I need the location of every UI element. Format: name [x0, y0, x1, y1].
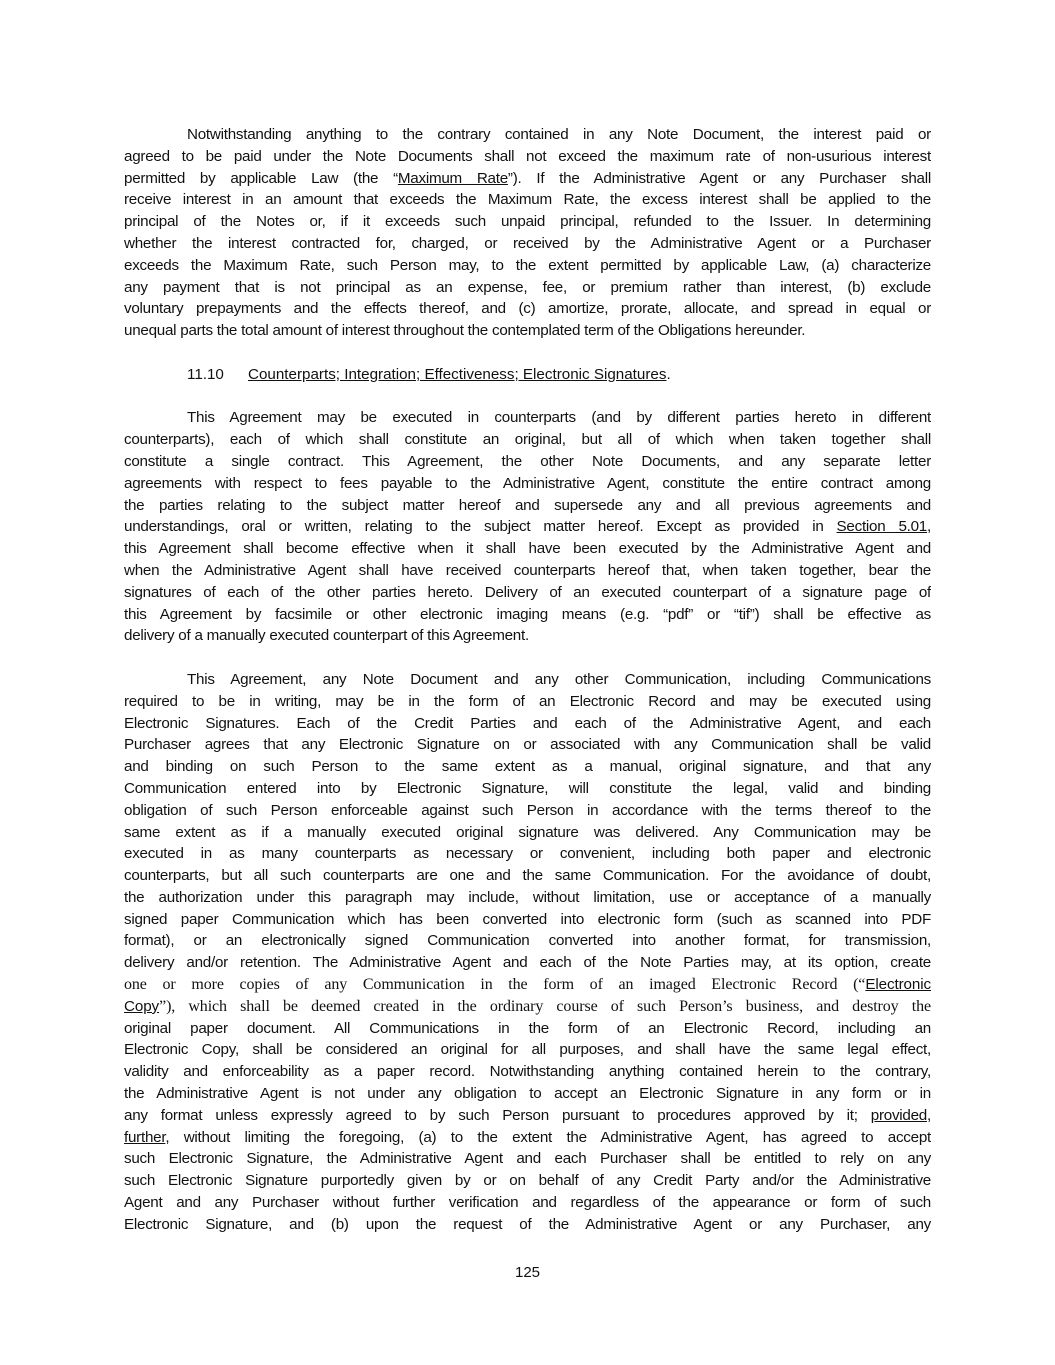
text-segment: unequal parts the total amount of interest throughout the contemplated term of the Obligations hereunder. — [124, 322, 806, 340]
text-line — [124, 691, 931, 713]
text-segment: , without limiting the foregoing, (a) to the extent the Administrative Agent, has agreed to accept — [165, 1128, 931, 1146]
text-line — [124, 930, 931, 952]
text-line — [124, 887, 931, 909]
text-segment: whether the interest contracted for, charged, or received by the Administrative Agent or a Purchaser — [124, 234, 931, 252]
text-line — [124, 909, 931, 931]
text-line — [124, 298, 931, 320]
text-line — [124, 495, 931, 517]
text-segment: Electronic Copy, shall be considered an original for all purposes, and shall have the same legal effect, — [124, 1041, 931, 1059]
text-line — [124, 1083, 931, 1105]
text-line — [124, 560, 931, 582]
text-segment: any format unless expressly agreed to by such Person pursuant to procedures approved by it; — [124, 1106, 871, 1124]
text-line — [124, 277, 931, 299]
text-line — [124, 822, 931, 844]
text-line — [124, 1192, 931, 1214]
text-line — [124, 407, 931, 429]
text-segment: same extent as if a manually executed original signature was delivered. Any Communication may be — [124, 823, 931, 841]
text-line — [124, 1127, 931, 1149]
text-segment: the parties relating to the subject matter hereof and supersede any and all previous agreements and — [124, 496, 931, 514]
text-line — [124, 582, 931, 604]
text-line — [124, 320, 931, 342]
defined-term: Copy — [124, 997, 160, 1015]
text-line — [124, 233, 931, 255]
text-segment: voluntary prepayments and the effects thereof, and (c) amortize, prorate, allocate, and spread in equal or — [124, 300, 931, 318]
text-segment: the authorization under this paragraph may include, without limitation, use or acceptance of a manually — [124, 888, 931, 906]
section-title-suffix: . — [666, 365, 671, 383]
text-line — [124, 996, 931, 1018]
text-line — [124, 473, 931, 495]
text-line — [124, 1148, 931, 1170]
text-line — [124, 538, 931, 560]
text-line — [124, 189, 931, 211]
text-segment: such Electronic Signature, the Administrative Agent and each Purchaser shall be entitled to rely on any — [124, 1150, 931, 1168]
text-line — [124, 843, 931, 865]
text-line — [124, 604, 931, 626]
text-segment: format), or an electronically signed Communication converted into another format, for transmission, — [124, 932, 931, 950]
text-segment: This Agreement, any Note Document and any other Communication, including Communications — [187, 670, 931, 688]
text-line — [124, 734, 931, 756]
text-line — [124, 1214, 931, 1236]
text-segment: executed in as many counterparts as necessary or convenient, including both paper and electronic — [124, 845, 931, 863]
text-segment: the Administrative Agent is not under any obligation to accept an Electronic Signature in any form or in — [124, 1085, 931, 1103]
text-segment: Electronic Signature, and (b) upon the request of the Administrative Agent or any Purchaser, any — [124, 1215, 931, 1233]
text-segment: obligation of such Person enforceable against such Person in accordance with the terms thereof to the — [124, 801, 931, 819]
text-line — [124, 168, 931, 190]
text-segment: Electronic Signatures. Each of the Credit Parties and each of the Administrative Agent, and each — [124, 714, 931, 732]
text-line — [124, 1170, 931, 1192]
text-line — [124, 124, 931, 146]
text-segment: principal of the Notes or, if it exceeds such unpaid principal, refunded to the Issuer. In determining — [124, 213, 931, 231]
defined-term: further — [124, 1128, 166, 1146]
text-segment: understandings, oral or written, relating to the subject matter hereof. Except as provided in — [124, 518, 837, 536]
text-segment: any payment that is not principal as an expense, fee, or premium rather than interest, (b) exclude — [124, 278, 931, 296]
text-segment: one or more copies of any Communication in the form of an imaged Electronic Record (“ — [124, 976, 866, 994]
text-segment: agreements with respect to fees payable to the Administrative Agent, constitute the entire contract among — [124, 474, 931, 492]
text-segment: Communication entered into by Electronic Signature, will constitute the legal, valid and binding — [124, 779, 931, 797]
text-segment: signatures of each of the other parties hereto. Delivery of an executed counterpart of a signature page of — [124, 583, 931, 601]
text-segment: exceeds the Maximum Rate, such Person may, to the extent permitted by applicable Law, (a) characterize — [124, 256, 931, 274]
document-body — [124, 124, 931, 1236]
text-segment: when the Administrative Agent shall have received counterparts hereof that, when taken together, bear the — [124, 561, 931, 579]
text-line — [124, 778, 931, 800]
text-segment: Notwithstanding anything to the contrary contained in any Note Document, the interest paid or — [187, 126, 931, 143]
page-number: 125 — [514, 1264, 541, 1281]
text-line — [124, 756, 931, 778]
text-segment: permitted by applicable Law (the “ — [124, 169, 398, 187]
text-line — [124, 800, 931, 822]
text-segment: , — [927, 518, 931, 536]
text-segment: required to be in writing, may be in the form of an Electronic Record and may be executed using — [124, 692, 931, 710]
text-line — [124, 1018, 931, 1040]
text-line — [124, 952, 931, 974]
text-line — [124, 713, 931, 735]
text-segment: counterparts, but all such counterparts are one and the same Communication. For the avoidance of doubt, — [124, 867, 931, 885]
text-line — [124, 211, 931, 233]
text-line — [124, 1105, 931, 1127]
text-segment: delivery and/or retention. The Administrative Agent and each of the Note Parties may, at its option, create — [124, 954, 931, 972]
text-segment: , — [927, 1106, 931, 1124]
text-segment: original paper document. All Communications in the form of an Electronic Record, including an — [124, 1019, 931, 1037]
text-line — [124, 516, 931, 538]
text-segment: Agent and any Purchaser without further verification and regardless of the appearance or form of such — [124, 1194, 931, 1212]
text-segment: This Agreement may be executed in counterparts (and by different parties hereto in different — [187, 409, 931, 427]
text-line — [124, 865, 931, 887]
section-title: Counterparts; Integration; Effectiveness; Electronic Signatures — [248, 365, 667, 383]
paragraph-electronic-signatures — [124, 669, 931, 1236]
text-segment: receive interest in an amount that exceeds the Maximum Rate, the excess interest shall be applied to the — [124, 191, 931, 209]
text-line — [124, 146, 931, 168]
text-segment: this Agreement shall become effective when it shall have been executed by the Administrative Agent and — [124, 540, 931, 558]
text-line — [124, 429, 931, 451]
text-line — [124, 451, 931, 473]
text-segment: this Agreement by facsimile or other electronic imaging means (e.g. “pdf” or “tif”) shall be effective as — [124, 605, 931, 623]
text-line — [124, 1039, 931, 1061]
text-segment: counterparts), each of which shall constitute an original, but all of which when taken together shall — [124, 431, 931, 449]
defined-term: provided — [870, 1106, 928, 1124]
defined-term: Section 5.01 — [836, 518, 928, 536]
defined-term: Electronic — [865, 976, 931, 994]
text-segment: signed paper Communication which has been converted into electronic form (such as scanned into PDF — [124, 910, 931, 928]
section-heading — [124, 364, 931, 386]
text-segment: validity and enforceability as a paper record. Notwithstanding anything contained herein to the contrary, — [124, 1063, 931, 1081]
text-line — [124, 1061, 931, 1083]
text-line — [124, 669, 931, 691]
text-line — [124, 255, 931, 277]
text-segment: ”), which shall be deemed created in the ordinary course of such Person’s business, and destroy the — [159, 997, 931, 1015]
text-segment: agreed to be paid under the Note Documents shall not exceed the maximum rate of non-usurious interest — [124, 147, 931, 165]
text-segment: delivery of a manually executed counterpart of this Agreement. — [124, 627, 529, 645]
text-segment: and binding on such Person to the same extent as a manual, original signature, and that any — [124, 758, 931, 776]
text-segment: constitute a single contract. This Agreement, the other Note Documents, and any separate letter — [124, 452, 931, 470]
text-line — [124, 625, 931, 647]
text-segment: ”). If the Administrative Agent or any Purchaser shall — [507, 169, 931, 187]
text-line — [124, 974, 931, 996]
paragraph-maximum-rate — [124, 124, 931, 342]
paragraph-counterparts — [124, 407, 931, 647]
defined-term: Maximum Rate — [397, 169, 508, 187]
section-number: 11.10 — [187, 365, 224, 383]
text-segment: such Electronic Signature purportedly given by or on behalf of any Credit Party and/or the Administrative — [124, 1172, 931, 1190]
text-segment: Purchaser agrees that any Electronic Signature on or associated with any Communication shall be valid — [124, 736, 931, 754]
